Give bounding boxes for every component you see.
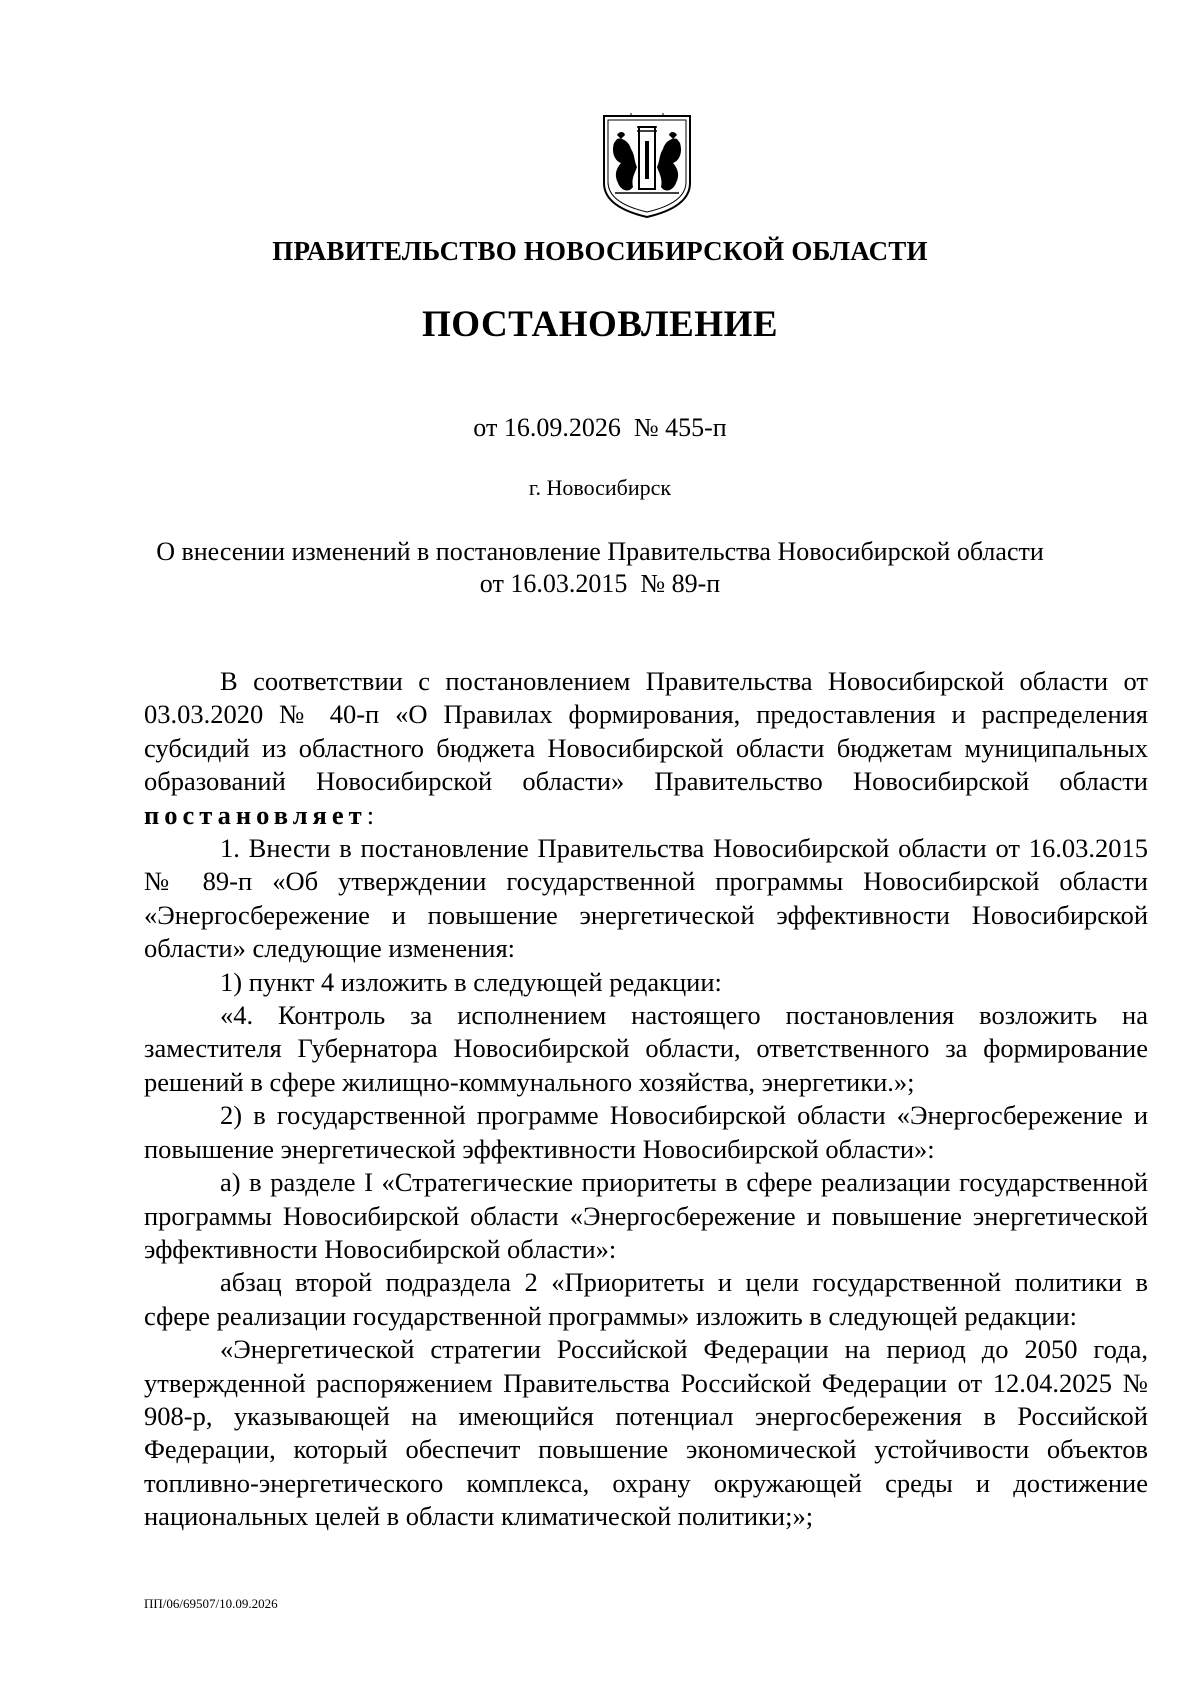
document-subject [0, 536, 1200, 600]
paragraph-subitem-a: а) в разделе I «Стратегические приоритеты в сфере реализации государственной программы Новосибирской области «Энергосбережение и повышение энергетической эффективности Новосибирской области»: [144, 1167, 1148, 1264]
paragraph-point-4: «4. Контроль за исполнением настоящего постановления возложить на заместителя Губернатора Новосибирской области, ответственного за формирование решений в сфере жилищно-коммунального хозяйства, энергетики.»; [144, 1000, 1148, 1097]
document-body [144, 665, 1148, 1534]
paragraph-strategy: «Энергетической стратегии Российской Федерации на период до 2050 года, утвержденной распоряжением Правительства Российской Федерации от 12.04.2025 № 908-р, указывающей на имеющийся потенциал энергосбережения в Российской Федерации, который обеспечит повышение экономической устойчивости объектов топливно-энергетического комплекса, охрану окружающей среды и достижение национальных целей в области климатической политики;»; [144, 1334, 1148, 1532]
decree-word: постановляет [144, 799, 367, 830]
government-title: ПРАВИТЕЛЬСТВО НОВОСИБИРСКОЙ ОБЛАСТИ [272, 236, 928, 266]
paragraph-item-1: 1. Внести в постановление Правительства Новосибирской области от 16.03.2015 № 89-п «Об утверждении государственной программы Новосибирской области «Энергосбережение и повышение энергетической эффективности Новосибирской области» следующие изменения: [144, 833, 1148, 964]
paragraph-abzac: абзац второй подраздела 2 «Приоритеты и цели государственной политики в сфере реализации государственной программы» изложить в следующей редакции: [144, 1267, 1148, 1331]
coat-of-arms-icon [601, 113, 693, 219]
subject-line-1: О внесении изменений в постановление Правительства Новосибирской области [156, 537, 1044, 566]
preamble-end: : [366, 799, 375, 830]
subject-line-2: от 16.03.2015 № 89-п [479, 569, 721, 598]
document-code: ПП/06/69507/10.09.2026 [144, 1596, 278, 1611]
paragraph-subitem-2: 2) в государственной программе Новосибирской области «Энергосбережение и повышение энергетической эффективности Новосибирской области»: [144, 1100, 1148, 1164]
date-and-number: от 16.09.2026 № 455-п [473, 413, 727, 442]
paragraph-preamble [144, 665, 1148, 832]
city-name: г. Новосибирск [528, 475, 672, 500]
preamble-text: В соответствии с постановлением Правительства Новосибирской области от 03.03.2020 № 40-п «О Правилах формирования, предоставления и распределения субсидий из областного бюджета Новосибирской области бюджетам муниципальных образований Новосибирской области» Правительство Новосибирской области [144, 666, 1148, 797]
paragraph-subitem-1: 1) пункт 4 изложить в следующей редакции: [220, 966, 722, 997]
document-type-title: ПОСТАНОВЛЕНИЕ [421, 304, 779, 345]
